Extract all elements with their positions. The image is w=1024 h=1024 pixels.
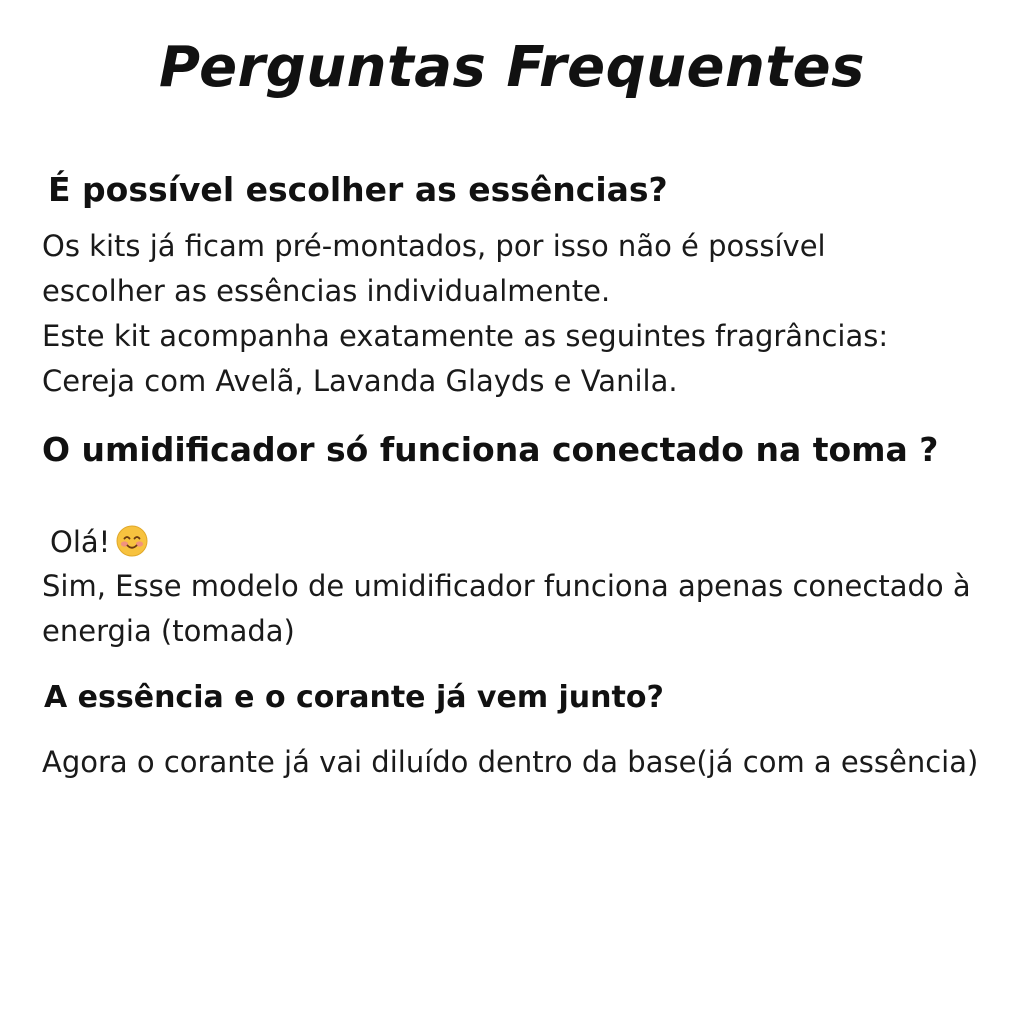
smiling-face-emoji-icon bbox=[116, 525, 148, 557]
faq-answer-2-line-2: energia (tomada) bbox=[42, 614, 295, 648]
faq-answer-3 bbox=[42, 740, 978, 785]
greeting-text: Olá! bbox=[50, 525, 111, 559]
faq-question-3: A essência e o corante já vem junto? bbox=[44, 680, 664, 715]
faq-question-2: O umidificador só funciona conectado na toma ? bbox=[42, 430, 939, 469]
faq-question-1: É possível escolher as essências? bbox=[48, 170, 668, 209]
page-title: Perguntas Frequentes bbox=[159, 35, 865, 100]
faq-answer-2-line-1: Sim, Esse modelo de umidificador funciona apenas conectado à bbox=[42, 569, 971, 603]
faq-answer-3-line-1: Agora o corante já vai diluído dentro da base(já com a essência) bbox=[42, 745, 979, 779]
faq-answer-2-greeting bbox=[50, 520, 148, 565]
faq-answer-1-line-2: escolher as essências individualmente. bbox=[42, 274, 611, 308]
faq-answer-1-line-3: Este kit acompanha exatamente as seguintes fragrâncias: bbox=[42, 319, 889, 353]
faq-answer-1-line-4: Cereja com Avelã, Lavanda Glayds e Vanila. bbox=[42, 364, 678, 398]
faq-answer-1-line-1: Os kits já ficam pré-montados, por isso não é possível bbox=[42, 229, 826, 263]
faq-answer-1 bbox=[42, 224, 888, 404]
faq-answer-2 bbox=[42, 564, 971, 654]
